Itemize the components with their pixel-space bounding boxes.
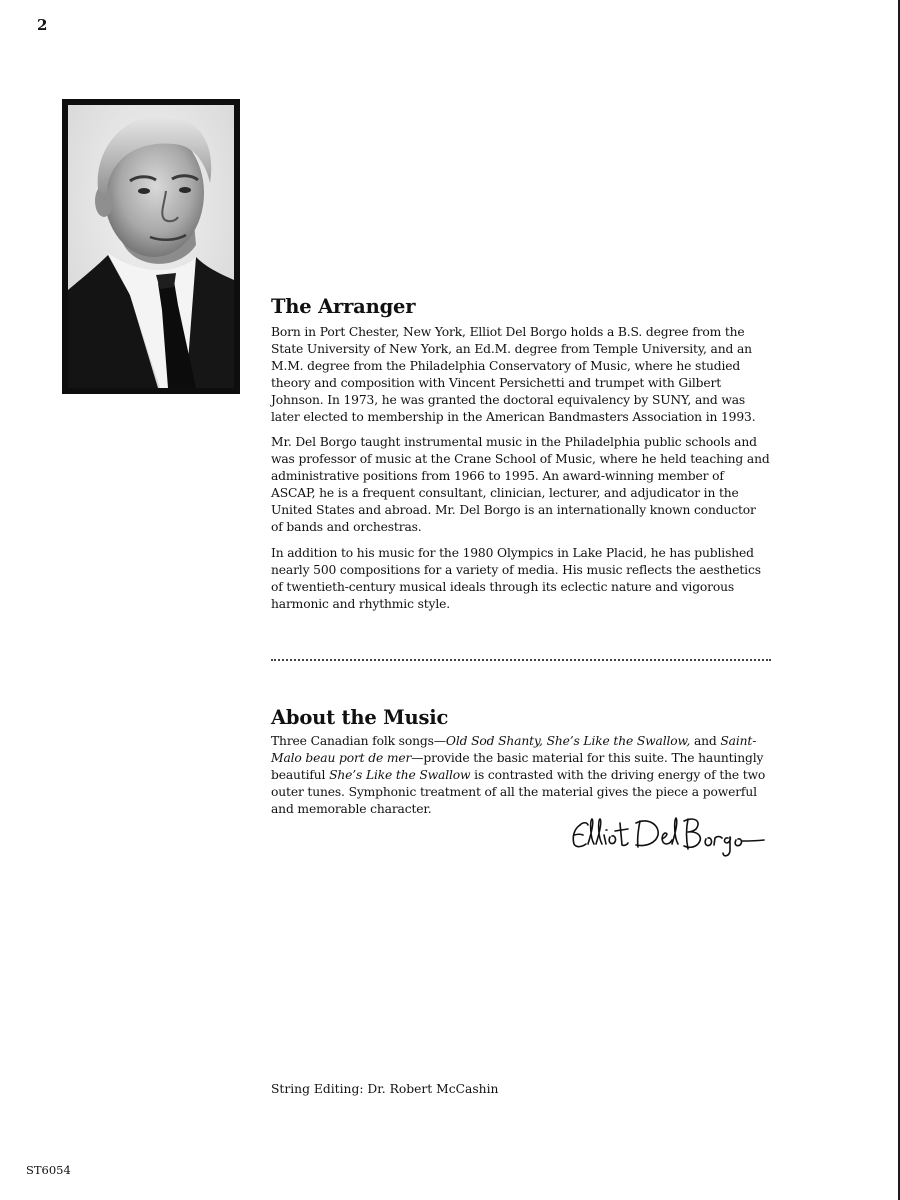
- song-title-saint-malo: Saint-Malo beau port de mer: [271, 734, 757, 765]
- arranger-section: [271, 295, 771, 622]
- arranger-body: [271, 324, 771, 613]
- music-title: About the Music: [271, 706, 449, 729]
- music-section: [271, 706, 771, 827]
- song-title-shes-like-the-swallow-repeat: She’s Like the Swallow: [329, 767, 471, 782]
- arranger-paragraph-2: Mr. Del Borgo taught instrumental music in the Philadelphia public schools and was professor of music at the Crane School of Music, where he held teaching and administrative positions from 1966 to 1995. An award-winning member of ASCAP, he is a frequent consultant, clinician, lecturer, and adjudicator in the United States and abroad. Mr. Del Borgo is an internationally known conductor of bands and orchestras.: [271, 435, 770, 534]
- song-title-old-sod-shanty: Old Sod Shanty,: [445, 734, 543, 748]
- arranger-portrait: [62, 99, 240, 394]
- music-after-songs: —provide the basic material for this suite. The hauntingly beautiful: [271, 750, 764, 782]
- song-title-shes-like-the-swallow: She’s Like the Swallow,: [546, 734, 691, 748]
- portrait-photo: [68, 105, 234, 388]
- arranger-title: The Arranger: [271, 295, 416, 318]
- string-editing-credit: String Editing: Dr. Robert McCashin: [271, 1082, 499, 1096]
- music-paragraph: [271, 733, 771, 818]
- arranger-paragraph-3: In addition to his music for the 1980 Olympics in Lake Placid, he has published nearly 500 compositions for a variety of media. His music reflects the aesthetics of twentieth-century musical ideals through its eclectic nature and vigorous harmonic and rhythmic style.: [271, 545, 761, 611]
- music-intro: Three Canadian folk songs—: [271, 734, 446, 748]
- dotted-divider: [271, 659, 771, 661]
- signature: [566, 811, 766, 861]
- arranger-paragraph-1: Born in Port Chester, New York, Elliot Del Borgo holds a B.S. degree from the State University of New York, an Ed.M. degree from Temple University, and an M.M. degree from the Philadelphia Conservatory of Music, where he studied theory and composition with Vincent Persichetti and trumpet with Gilbert Johnson. In 1973, he was granted the doctoral equivalency by SUNY, and was later elected to membership in the American Bandmasters Association in 1993.: [271, 325, 756, 424]
- music-body: [271, 733, 771, 818]
- page-number: 2: [37, 16, 48, 34]
- catalog-number: ST6054: [26, 1163, 71, 1177]
- music-rest: is contrasted with the driving energy of the two outer tunes. Symphonic treatment of all the material gives the piece a powerful and memorable character.: [271, 767, 766, 816]
- separator: and: [690, 734, 721, 748]
